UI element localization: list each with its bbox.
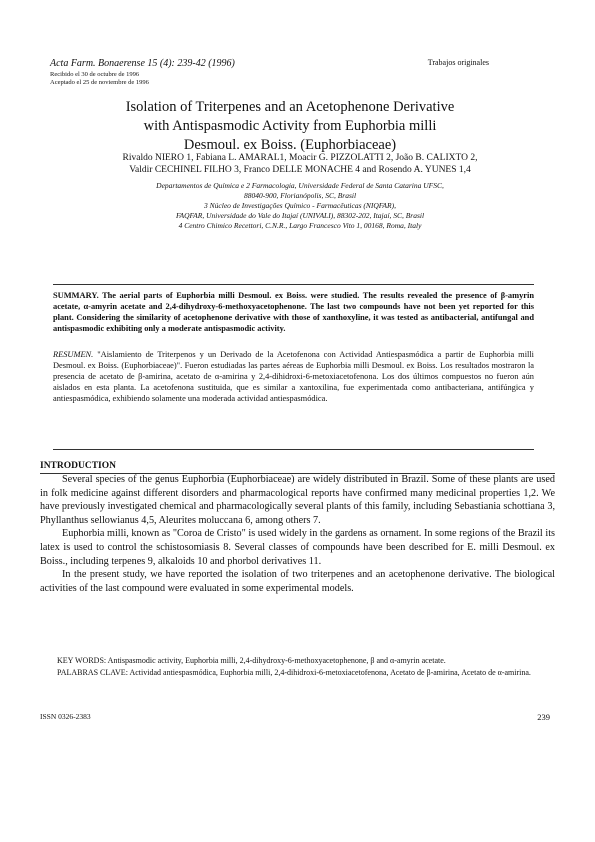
issn: ISSN 0326-2383 (40, 712, 91, 721)
resumen-abstract (53, 349, 534, 404)
section-heading-introduction: INTRODUCTION (40, 461, 117, 471)
article-title (40, 98, 540, 155)
section-label: Trabajos originales (427, 58, 489, 67)
title-line-2: with Antispasmodic Activity from Euphorbia milli (143, 118, 437, 134)
resumen-text: "Aislamiento de Triterpenos y un Derivado de la Acetofenona con Actividad Antiespasmódica a partir de Euphorbia milli Desmoul. ex Boiss. (Euphorbiaceae)". Fueron estudiadas las partes aéreas de Euphorbia milli Desmoul. ex Boiss. Los resultados mostraron la presencia de acetato de β-amirina, acetato de α-amirina y 2,4-dihidroxi-6-metoxiacetofenona. Los dos últimos compuestos no fueron aún aislados en esta planta. La acetofenona sustituida, que es similar a xantoxilina, fue experimentada como antibacteriana, antifúngica y antiespasmódica, exhibiendo solamente una moderada actividad antiespasmódica. (53, 350, 534, 403)
summary-abstract: SUMMARY. The aerial parts of Euphorbia milli Desmoul. ex Boiss. were studied. The results revealed the presence of β-amyrin acetate, α-amyrin acetate and 2,4-dihydroxy-6-methoxyacetophenone. The last two compounds have not been yet reported for this plant. Considering the similarity of acetophenone derivative with those of xanthoxyline, it was tested as antibacterial, antifungal and antispasmodic exhibiting only a moderate antispasmodic activity. (53, 291, 534, 333)
authors-line-2: Valdir CECHINEL FILHO 3, Franco DELLE MONACHE 4 and Rosendo A. YUNES 1,4 (129, 165, 471, 175)
abstract-top-rule (53, 284, 534, 285)
page-number: 239 (537, 712, 550, 722)
intro-paragraph-2: Euphorbia milli, known as "Coroa de Cristo" is used widely in the gardens as ornament. In some regions of the Brazil its latex is used to control the schistosomiasis 8. Several classes of compounds have been described for E. milli Desmoul. ex Boiss., including terpenes 9, alkaloids 10 and phorbol derivatives 11. (40, 528, 555, 567)
author-list (40, 152, 560, 176)
title-line-3: Desmoul. ex Boiss. (Euphorbiaceae) (183, 137, 397, 153)
intro-paragraph-1: Several species of the genus Euphorbia (Euphorbiaceae) are widely distributed in Brazil. Some of these plants are used in folk medicine against different disorders and pharmacological reports have confirmed many medicinal properties 1,2. We have previously investigated chemical and pharmacologically several plants of this family, including Sebastiania schottiana 3, Phyllanthus sellowianus 4,5, Aleurites moluccana 6, among others 7. (40, 474, 555, 526)
keywords-spanish: PALABRAS CLAVE: Actividad antiespasmódica, Euphorbia milli, 2,4-dihidroxi-6-metoxiacetofenona, Acetato de β-amirina, Acetato de α-amirina. (57, 667, 531, 677)
affiliation-line-1: Departamentos de Química e 2 Farmacologia, Universidade Federal de Santa Catarina UFSC, (156, 181, 444, 190)
authors-line-1: Rivaldo NIERO 1, Fabiana L. AMARAL1, Moacir G. PIZZOLATTI 2, João B. CALIXTO 2, (122, 153, 478, 163)
affiliation-line-2: 88040-900, Florianópolis, SC, Brasil (243, 191, 357, 200)
affiliation-line-5: 4 Centro Chimico Recettori, C.N.R., Largo Francesco Vito 1, 00168, Roma, Italy (178, 221, 422, 230)
accepted-date: Aceptado el 25 de noviembre de 1996 (50, 79, 149, 86)
received-dates (50, 71, 149, 87)
abstract-bottom-rule (53, 449, 534, 450)
intro-paragraph-3: In the present study, we have reported the isolation of two triterpenes and an acetophenone derivative. The biological activities of the last compound were evaluated in some experimental models. (40, 569, 555, 594)
introduction-body (40, 473, 555, 595)
keywords-block (57, 656, 537, 680)
affiliation-line-3: 3 Núcleo de Investigações Químico - Farmacêuticas (NIQFAR), (204, 201, 396, 210)
resumen-label: RESUMEN. (53, 350, 94, 359)
keywords-english: KEY WORDS: Antispasmodic activity, Euphorbia milli, 2,4-dihydroxy-6-methoxyacetophenone, β and α-amyrin acetate. (57, 656, 446, 665)
received-date: Recibido el 30 de octubre de 1996 (50, 71, 140, 78)
affiliation-line-4: FAQFAR, Universidade do Vale do Itajaí (UNIVALI), 88302-202, Itajaí, SC, Brasil (175, 211, 425, 220)
affiliations (40, 181, 560, 231)
journal-citation: Acta Farm. Bonaerense 15 (4): 239-42 (1996) (50, 58, 235, 69)
title-line-1: Isolation of Triterpenes and an Acetophenone Derivative (125, 99, 455, 115)
